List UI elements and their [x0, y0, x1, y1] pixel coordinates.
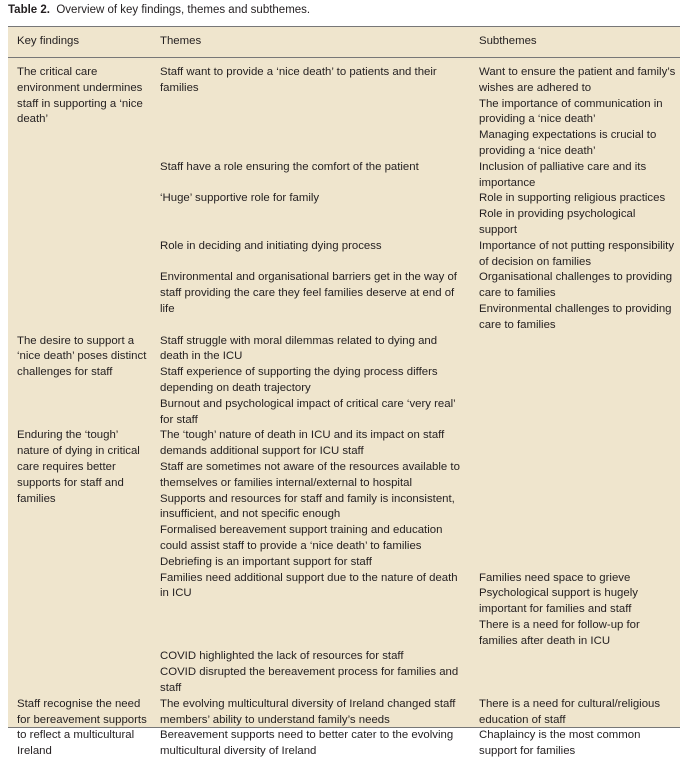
theme-cell: Staff have a role ensuring the comfort of the patient — [160, 160, 419, 173]
theme-cell: Environmental and organisational barriers get in the way of staff providing the care they feel families deserve at end of life — [160, 271, 457, 315]
header-subthemes: Subthemes — [470, 27, 680, 58]
subtheme-item: Inclusion of palliative care and its importance — [479, 160, 647, 189]
theme-cell: Debriefing is an important support for staff — [160, 555, 372, 568]
subthemes-cell — [470, 555, 680, 571]
subthemes-cell — [470, 571, 680, 650]
theme-cell: Formalised bereavement support training and education could assist staff to provide a ‘nice death’ to families — [160, 524, 443, 552]
theme-cell: The ‘tough’ nature of death in ICU and its impact on staff demands additional support for ICU staff — [160, 429, 445, 458]
subtheme-item: Psychological support is hugely important for families and staff — [479, 587, 638, 616]
header-row — [8, 27, 680, 58]
findings-table — [8, 26, 680, 758]
subthemes-cell — [470, 492, 680, 524]
subthemes-cell — [470, 270, 680, 333]
subtheme-item: Chaplaincy is the most common support for families — [479, 729, 641, 758]
theme-cell: Supports and resources for staff and family is inconsistent, insufficient, and not specific enough — [160, 492, 455, 521]
subthemes-cell — [470, 160, 680, 192]
subthemes-cell — [470, 334, 680, 366]
table-caption — [8, 4, 310, 16]
subthemes-cell — [470, 397, 680, 429]
key-finding-cell: The critical care environment undermines staff in supporting a ‘nice death’ — [17, 66, 143, 126]
subtheme-item: The importance of communication in providing a ‘nice death’ — [479, 97, 663, 126]
key-finding-cell: The desire to support a ‘nice death’ poses distinct challenges for staff — [17, 334, 147, 379]
theme-cell: COVID highlighted the lack of resources for staff — [160, 650, 404, 663]
theme-cell: Staff are sometimes not aware of the resources available to themselves or families internal/external to hospital — [160, 460, 460, 489]
table-label: Table 2. — [8, 4, 50, 16]
subthemes-cell — [470, 665, 680, 697]
subtheme-item: Organisational challenges to providing care to families — [479, 271, 673, 300]
header-themes: Themes — [151, 27, 470, 58]
key-finding-cell: Staff recognise the need for bereavement supports to reflect a multicultural Ireland — [17, 697, 147, 758]
theme-cell: Role in deciding and initiating dying process — [160, 239, 382, 252]
subthemes-cell — [470, 191, 680, 238]
subthemes-cell — [470, 523, 680, 555]
theme-cell: Bereavement supports need to better cater to the evolving multicultural diversity of Ireland — [160, 729, 454, 758]
theme-cell: Staff want to provide a ‘nice death’ to patients and their families — [160, 66, 437, 94]
subtheme-item: Importance of not putting responsibility of decision on families — [479, 239, 675, 268]
header-key-findings: Key findings — [8, 27, 151, 58]
subtheme-item: Want to ensure the patient and family’s wishes are adhered to — [479, 66, 676, 94]
theme-cell: Staff experience of supporting the dying process differs depending on death trajectory — [160, 366, 438, 394]
subtheme-item: There is a need for cultural/religious education of staff — [479, 697, 661, 726]
theme-cell: COVID disrupted the bereavement process for families and staff — [160, 666, 459, 695]
subthemes-cell — [470, 697, 680, 729]
subtheme-item: Role in providing psychological support — [479, 208, 636, 236]
subthemes-cell — [470, 365, 680, 397]
subtheme-item: Environmental challenges to providing care to families — [479, 302, 672, 331]
subtheme-item: Managing expectations is crucial to providing a ‘nice death’ — [479, 129, 657, 157]
subthemes-cell — [470, 460, 680, 492]
key-finding-cell: Enduring the ‘tough’ nature of dying in critical care requires better supports for staff and families — [17, 429, 140, 505]
subtheme-item: There is a need for follow-up for families after death in ICU — [479, 618, 640, 647]
subthemes-cell — [470, 728, 680, 760]
subthemes-cell — [470, 649, 680, 665]
table-row — [8, 428, 680, 460]
subthemes-cell — [470, 239, 680, 271]
subthemes-cell — [470, 428, 680, 460]
table-row — [8, 58, 680, 160]
table-row — [8, 697, 680, 729]
subtheme-item: Role in supporting religious practices — [479, 192, 666, 205]
theme-cell: Burnout and psychological impact of critical care ‘very real’ for staff — [160, 397, 456, 426]
table-title: Overview of key findings, themes and subthemes. — [56, 4, 311, 16]
subthemes-cell — [470, 58, 680, 160]
table-row — [8, 334, 680, 366]
theme-cell: ‘Huge’ supportive role for family — [160, 192, 320, 205]
theme-cell: Families need additional support due to the nature of death in ICU — [160, 571, 458, 600]
theme-cell: Staff struggle with moral dilemmas related to dying and death in the ICU — [160, 334, 438, 363]
subtheme-item: Families need space to grieve — [479, 571, 631, 584]
theme-cell: The evolving multicultural diversity of Ireland changed staff members’ ability to understand family’s needs — [160, 697, 456, 726]
